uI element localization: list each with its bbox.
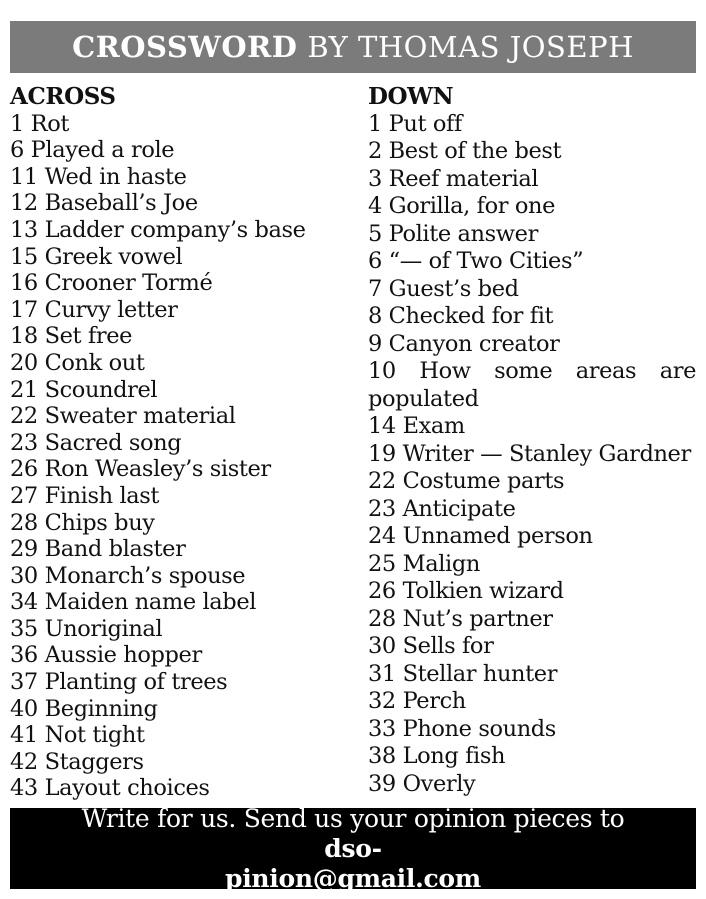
down-clue: 8 Checked for fit — [368, 303, 554, 330]
across-clue: 42 Staggers — [10, 748, 144, 775]
across-clue: 1 Rot — [10, 110, 69, 137]
across-clue: 35 Unoriginal — [10, 615, 163, 642]
down-clue: 25 Malign — [368, 550, 480, 577]
across-clue: 6 Played a role — [10, 137, 175, 164]
header-title-byline: BY THOMAS JOSEPH — [307, 30, 634, 64]
down-clue: 39 Overly — [368, 770, 476, 797]
across-clue: 36 Aussie hopper — [10, 642, 202, 669]
down-clue: 9 Canyon creator — [368, 330, 560, 357]
submission-prompt: Write for us. Send us your opinion pieces to — [81, 803, 625, 833]
across-clue: 41 Not tight — [10, 722, 145, 749]
down-clue: 24 Unnamed person — [368, 523, 593, 550]
down-clue: 7 Guest’s bed — [368, 275, 519, 302]
submission-banner — [10, 803, 696, 893]
across-heading: ACROSS — [10, 83, 116, 110]
across-clue: 23 Sacred song — [10, 429, 182, 456]
across-clue: 11 Wed in haste — [10, 163, 187, 190]
down-clue: 31 Stellar hunter — [368, 660, 558, 687]
down-clue: 38 Long fish — [368, 743, 506, 770]
down-clue: 1 Put off — [368, 110, 462, 137]
across-clue: 17 Curvy letter — [10, 296, 178, 323]
down-clue: 4 Gorilla, for one — [368, 193, 555, 220]
down-clue: 19 Writer — Stanley Gardner — [368, 440, 691, 467]
across-clue: 15 Greek vowel — [10, 243, 183, 270]
down-clue: 26 Tolkien wizard — [368, 578, 564, 605]
down-clue: 33 Phone sounds — [368, 715, 556, 742]
submission-email-link[interactable] — [225, 834, 481, 893]
down-column — [368, 84, 696, 798]
across-clue: 26 Ron Weasley’s sister — [10, 456, 271, 483]
across-clue: 21 Scoundrel — [10, 376, 158, 403]
across-clue: 12 Baseball’s Joe — [10, 190, 198, 217]
across-clue: 18 Set free — [10, 323, 133, 350]
down-clue: 3 Reef material — [368, 165, 539, 192]
down-clue: 23 Anticipate — [368, 495, 516, 522]
down-clue: 28 Nut’s partner — [368, 605, 553, 632]
across-clue: 20 Conk out — [10, 349, 145, 376]
across-clue: 43 Layout choices — [10, 775, 210, 802]
submission-text — [53, 804, 653, 894]
crossword-header — [10, 21, 696, 73]
down-clue: 10 How some areas are populated — [368, 358, 696, 412]
across-clue: 34 Maiden name label — [10, 589, 257, 616]
down-clue: 6 “— of Two Cities” — [368, 248, 584, 275]
header-title-strong: CROSSWORD — [72, 30, 298, 64]
across-clue: 28 Chips buy — [10, 509, 155, 536]
across-clue: 16 Crooner Tormé — [10, 270, 213, 297]
submission-email-part1: dso- — [324, 833, 382, 863]
down-clue: 32 Perch — [368, 688, 466, 715]
submission-email-part2: pinion@gmail.com — [225, 863, 481, 893]
across-clue: 22 Sweater material — [10, 403, 236, 430]
down-clue: 22 Costume parts — [368, 468, 565, 495]
across-clue: 13 Ladder company’s base — [10, 216, 306, 243]
across-clue: 40 Beginning — [10, 695, 158, 722]
across-clue: 30 Monarch’s spouse — [10, 562, 246, 589]
across-clue: 37 Planting of trees — [10, 669, 228, 696]
down-clue: 14 Exam — [368, 413, 465, 440]
down-clue: 30 Sells for — [368, 633, 494, 660]
across-column — [10, 84, 350, 802]
down-clue: 5 Polite answer — [368, 220, 538, 247]
down-clue: 2 Best of the best — [368, 138, 562, 165]
down-heading: DOWN — [368, 83, 454, 110]
across-clue: 29 Band blaster — [10, 536, 186, 563]
across-clue: 27 Finish last — [10, 482, 160, 509]
